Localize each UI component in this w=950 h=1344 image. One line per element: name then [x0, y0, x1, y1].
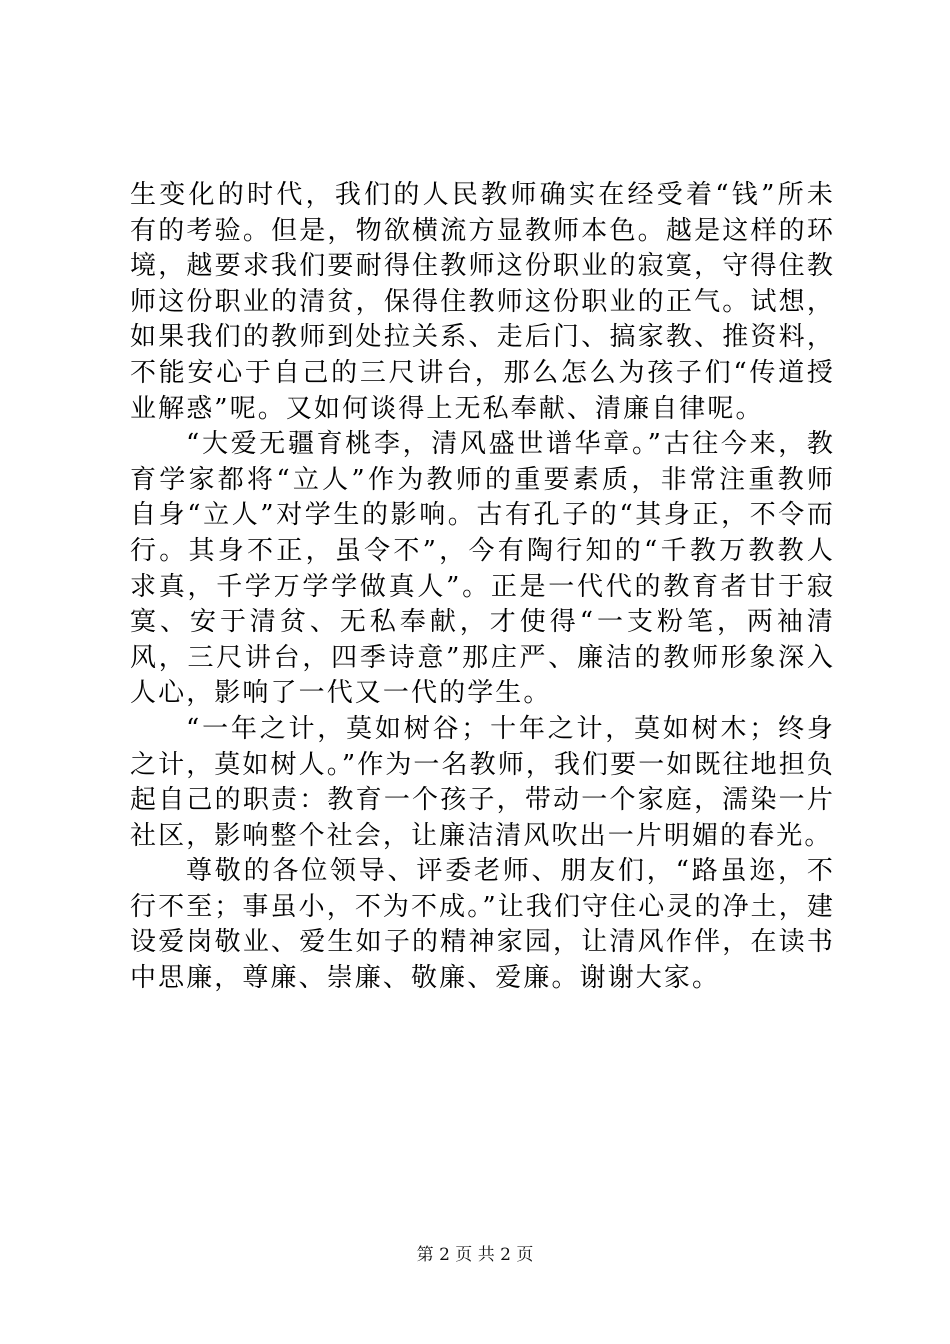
paragraph-1: 生变化的时代，我们的人民教师确实在经受着“钱”所未有的考验。但是，物欲横流方显教师本色。越是这样的环境，越要求我们要耐得住教师这份职业的寂寞，守得住教师这份职业的清贫，保得住教师这份职业的正气。试想，如果我们的教师到处拉关系、走后门、搞家教、推资料，不能安心于自己的三尺讲台，那么怎么为孩子们“传道授业解惑”呢。又如何谈得上无私奉献、清廉自律呢。: [130, 180, 835, 424]
paragraph-3: “一年之计，莫如树谷；十年之计，莫如树木；终身之计，莫如树人。”作为一名教师，我们要一如既往地担负起自己的职责：教育一个孩子，带动一个家庭，濡染一片社区，影响整个社会，让廉洁清风吹出一片明媚的春光。: [130, 713, 835, 851]
paragraph-4: 尊敬的各位领导、评委老师、朋友们，“路虽迩，不行不至；事虽小，不为不成。”让我们守住心灵的净土，建设爱岗敬业、爱生如子的精神家园，让清风作伴，在读书中思廉，尊廉、崇廉、敬廉、爱廉。谢谢大家。: [130, 856, 835, 994]
document-body: [130, 178, 835, 997]
page-number-footer: 第 2 页 共 2 页: [416, 1245, 534, 1265]
paragraph-2: “大爱无疆育桃李，清风盛世谱华章。”古往今来，教育学家都将“立人”作为教师的重要素质，非常注重教师自身“立人”对学生的影响。古有孔子的“其身正，不令而行。其身不正，虽令不”，今有陶行知的“千教万教教人求真，千学万学学做真人”。正是一代代的教育者甘于寂寞、安于清贫、无私奉献，才使得“一支粉笔，两袖清风，三尺讲台，四季诗意”那庄严、廉洁的教师形象深入人心，影响了一代又一代的学生。: [130, 429, 836, 709]
